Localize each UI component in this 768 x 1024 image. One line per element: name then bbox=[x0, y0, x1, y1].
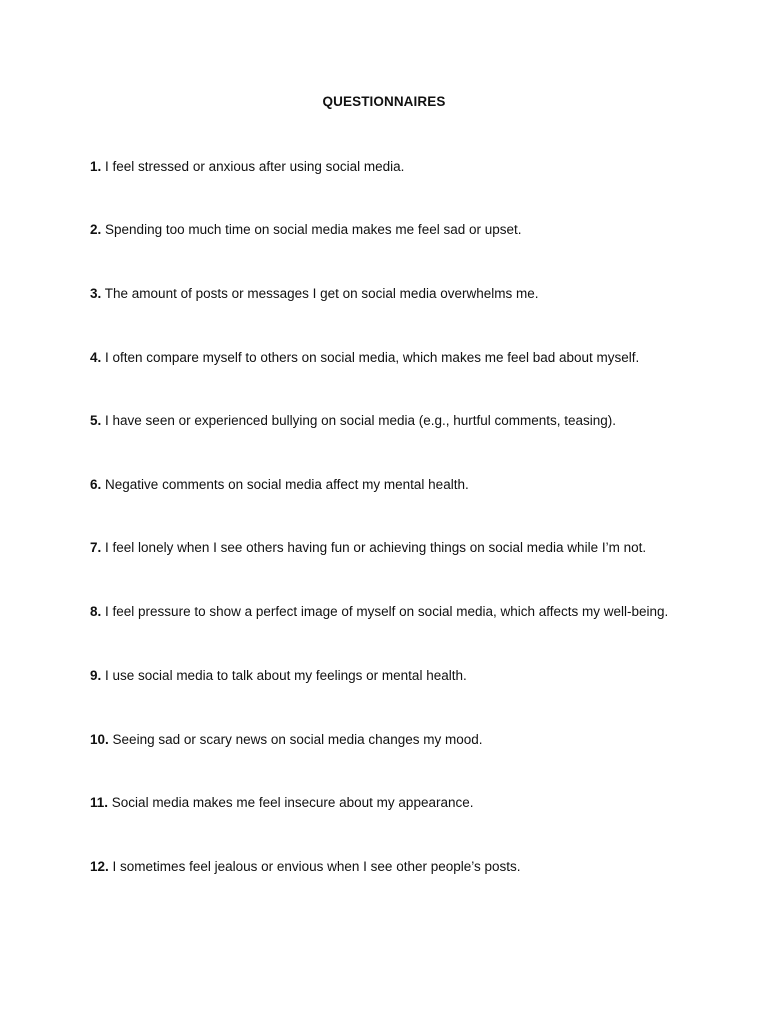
question-text: Social media makes me feel insecure about my appearance. bbox=[111, 795, 474, 810]
question-number: 8. bbox=[90, 604, 102, 619]
question-text: The amount of posts or messages I get on social media overwhelms me. bbox=[104, 286, 539, 301]
question-number: 7. bbox=[90, 540, 102, 555]
page-title: QUESTIONNAIRES bbox=[322, 94, 446, 109]
question-text: I feel pressure to show a perfect image of myself on social media, which affects my well-being. bbox=[105, 604, 669, 619]
question-list bbox=[90, 157, 677, 876]
question-item bbox=[90, 284, 677, 303]
question-item bbox=[90, 730, 677, 749]
question-number: 10. bbox=[90, 732, 109, 747]
question-text: Negative comments on social media affect my mental health. bbox=[105, 477, 469, 492]
question-item bbox=[90, 475, 677, 494]
question-text: I feel lonely when I see others having fun or achieving things on social media while I’m not. bbox=[105, 540, 647, 555]
question-item bbox=[90, 220, 677, 239]
question-item bbox=[90, 348, 677, 367]
question-text: I have seen or experienced bullying on social media (e.g., hurtful comments, teasing). bbox=[105, 413, 617, 428]
question-text: Seeing sad or scary news on social media changes my mood. bbox=[112, 732, 483, 747]
question-number: 6. bbox=[90, 477, 102, 492]
question-item bbox=[90, 793, 677, 812]
question-number: 12. bbox=[90, 859, 109, 874]
question-text: I feel stressed or anxious after using social media. bbox=[105, 159, 405, 174]
question-item bbox=[90, 666, 677, 685]
question-number: 9. bbox=[90, 668, 102, 683]
question-number: 1. bbox=[90, 159, 102, 174]
question-number: 3. bbox=[90, 286, 102, 301]
question-number: 5. bbox=[90, 413, 102, 428]
question-item bbox=[90, 411, 677, 430]
question-item bbox=[90, 538, 677, 557]
question-item bbox=[90, 857, 677, 876]
question-item bbox=[90, 157, 677, 176]
question-item bbox=[90, 602, 677, 621]
question-number: 11. bbox=[90, 795, 109, 810]
question-text: I often compare myself to others on social media, which makes me feel bad about myself. bbox=[105, 350, 640, 365]
question-text: I use social media to talk about my feelings or mental health. bbox=[105, 668, 467, 683]
question-number: 2. bbox=[90, 222, 102, 237]
question-text: I sometimes feel jealous or envious when I see other people’s posts. bbox=[112, 859, 521, 874]
question-text: Spending too much time on social media makes me feel sad or upset. bbox=[105, 222, 522, 237]
question-number: 4. bbox=[90, 350, 102, 365]
